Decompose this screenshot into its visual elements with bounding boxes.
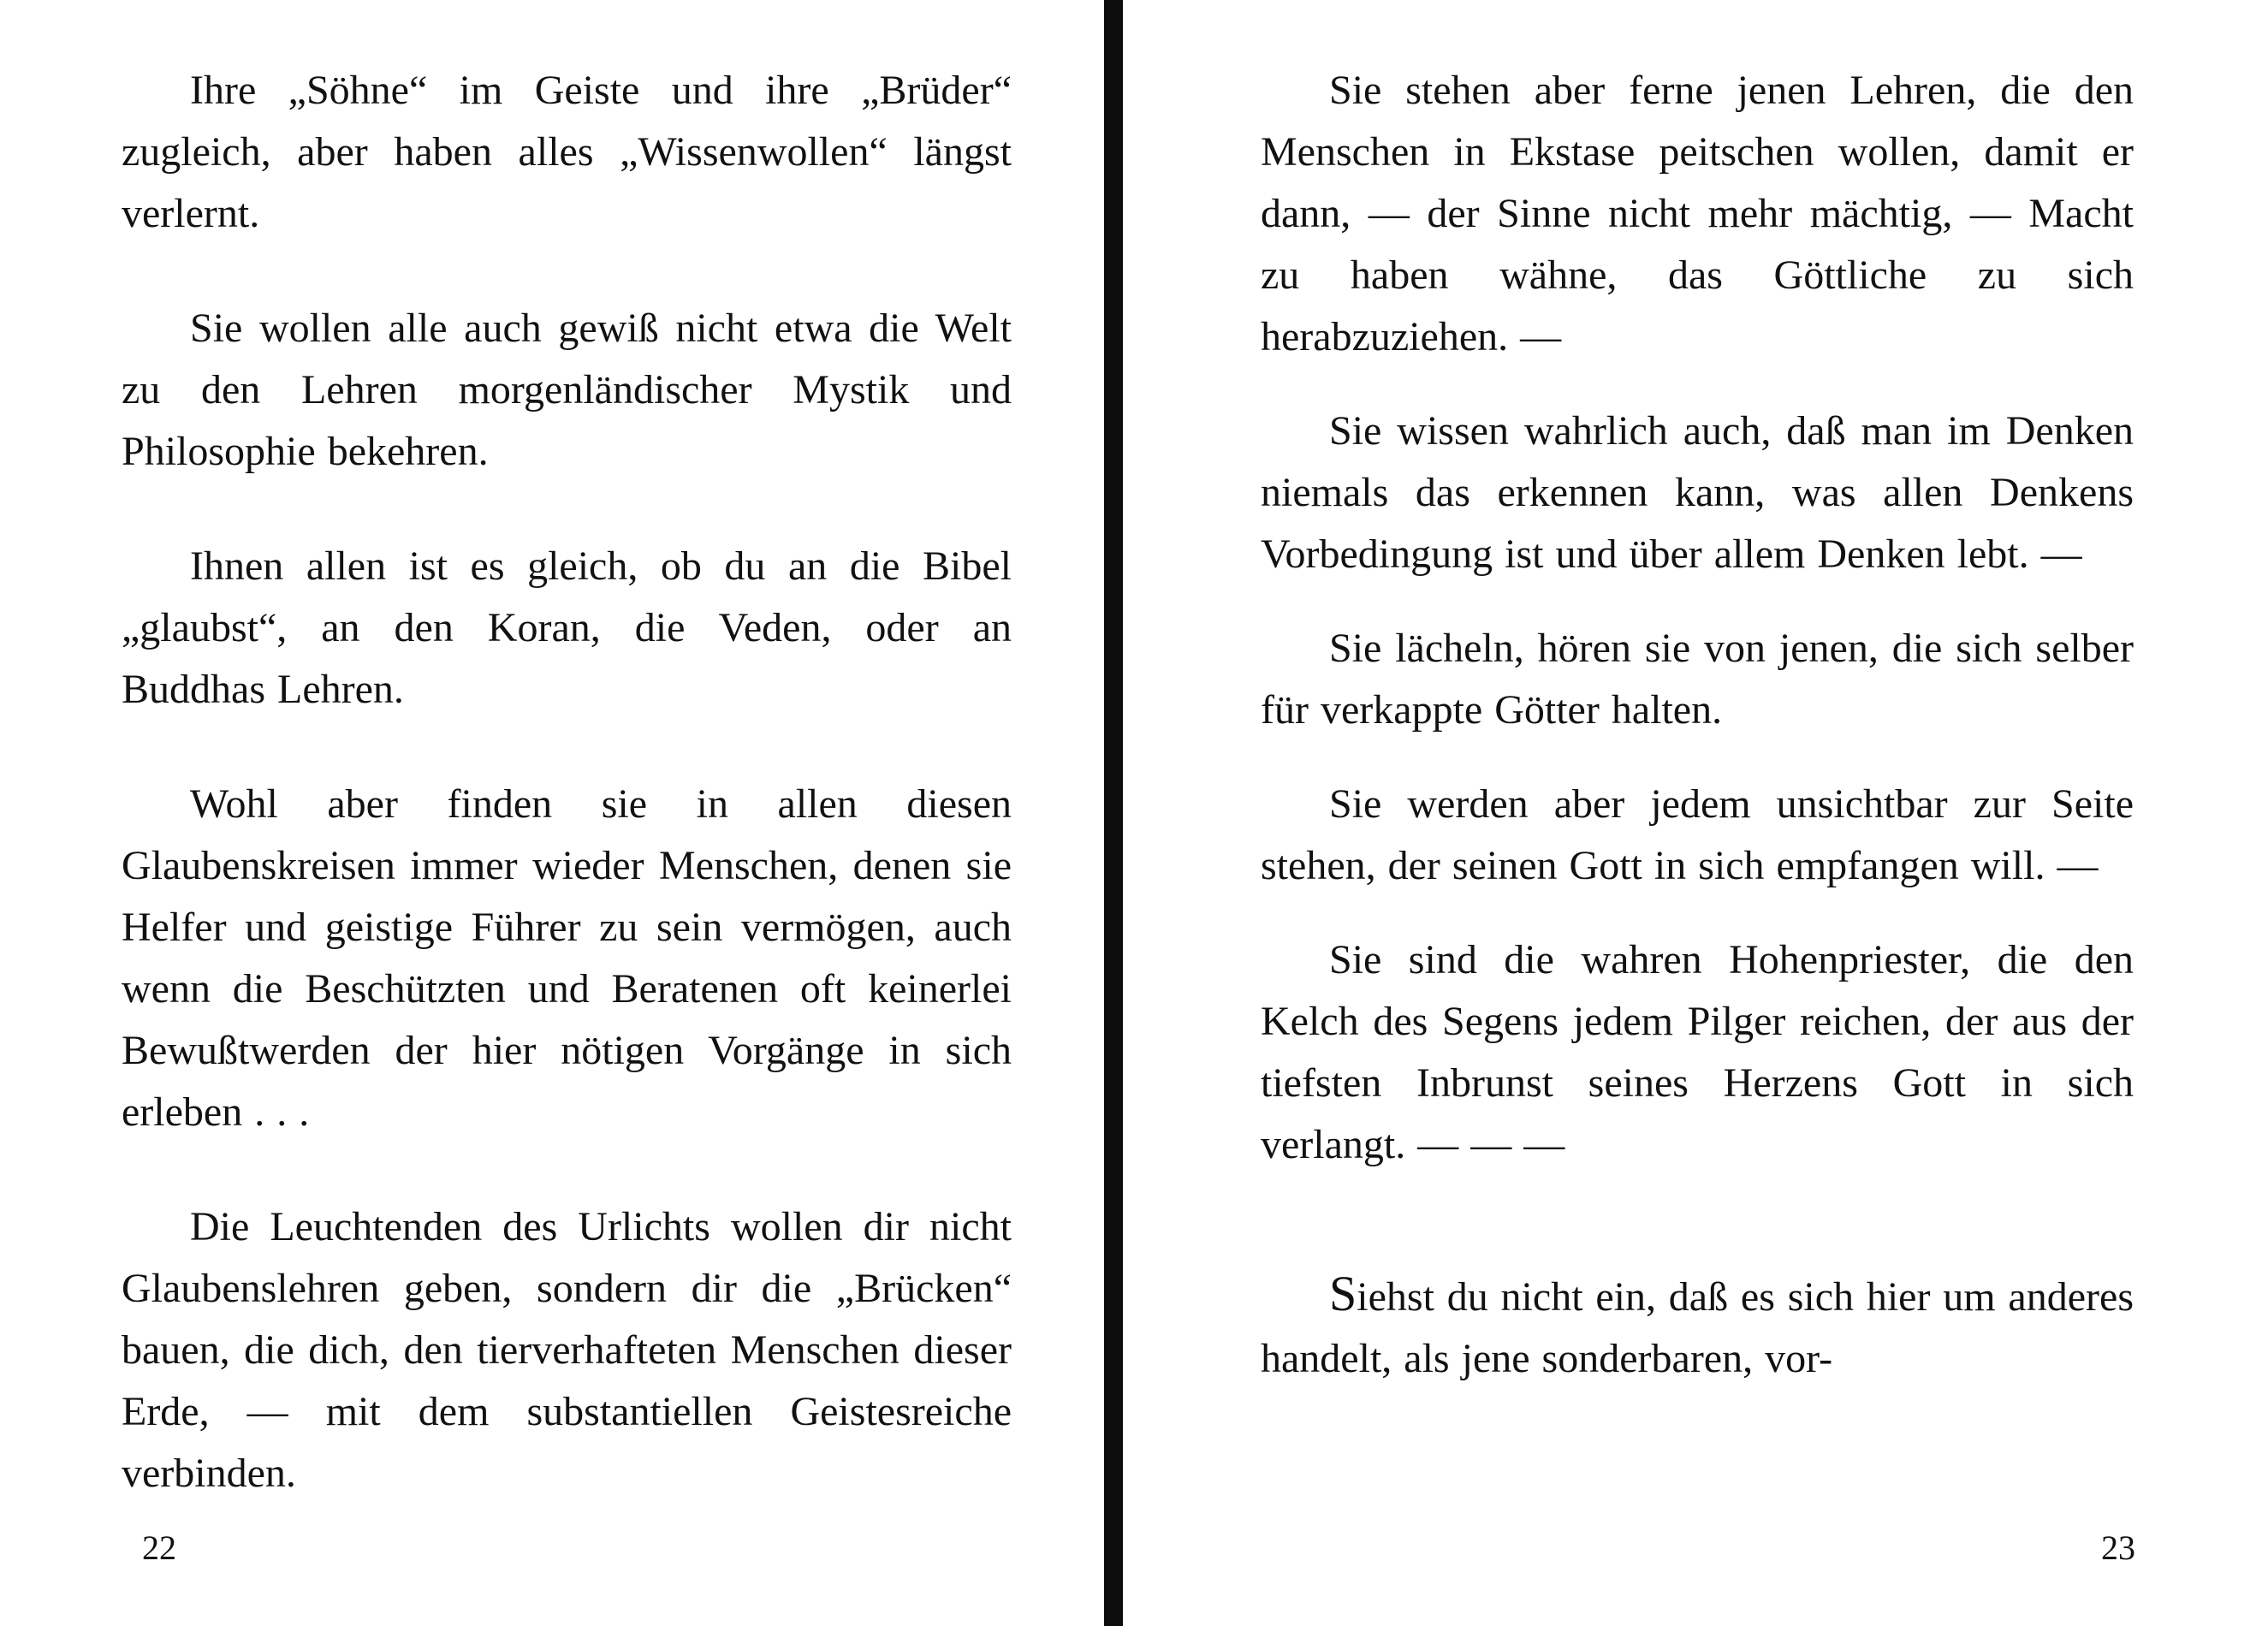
page-number-left: 22 — [142, 1528, 176, 1567]
book-gutter — [1104, 0, 1123, 1626]
paragraph-text: iehst du nicht ein, daß es sich hier um anderes handelt, als jene sonderbaren, vor- — [1261, 1274, 2134, 1381]
left-page-text — [122, 60, 1012, 1504]
page-number-right: 23 — [2101, 1528, 2135, 1567]
right-page — [1128, 0, 2268, 1626]
paragraph: Sie lächeln, hören sie von jenen, die sich selber für verkappte Götter halten. — [1261, 626, 2134, 733]
paragraph: Sie wissen wahrlich auch, daß man im Denken niemals das erkennen kann, was allen Denkens Vorbedingung ist und über allem Denken lebt. — — [1261, 408, 2134, 577]
right-page-text — [1261, 60, 2134, 1390]
paragraph: Sie werden aber jedem unsichtbar zur Seite stehen, der seinen Gott in sich empfangen will. — — [1261, 781, 2134, 888]
left-page — [0, 0, 1104, 1626]
paragraph: Sie stehen aber ferne jenen Lehren, die den Menschen in Ekstase peitschen wollen, damit er dann, — der Sinne nicht mehr mächtig, — Macht zu haben wähne, das Göttliche zu sich herabzuziehen. — — [1261, 68, 2134, 359]
paragraph: Ihnen allen ist es gleich, ob du an die Bibel „glaubst“, an den Koran, die Veden, oder an Buddhas Lehren. — [122, 543, 1012, 712]
paragraph: Ihre „Söhne“ im Geiste und ihre „Brüder“ zugleich, aber haben alles „Wissenwollen“ längst verlernt. — [122, 68, 1012, 236]
paragraph: Die Leuchtenden des Urlichts wollen dir nicht Glaubenslehren geben, sondern dir die „Brücken“ bauen, die dich, den tierverhafteten Menschen dieser Erde, — mit dem substantiellen Geistesreiche verbinden. — [122, 1204, 1012, 1496]
paragraph: Wohl aber finden sie in allen diesen Glaubenskreisen immer wieder Menschen, denen sie Helfer und geistige Führer zu sein vermögen, auch wenn die Beschützten und Beratenen oft keinerlei Bewußtwerden der hier nötigen Vorgänge in sich erleben . . . — [122, 781, 1012, 1135]
paragraph: Sie wollen alle auch gewiß nicht etwa die Welt zu den Lehren morgenländischer Mystik und Philosophie bekehren. — [122, 306, 1012, 474]
initial-letter: S — [1329, 1266, 1357, 1321]
paragraph: Sie sind die wahren Hohenpriester, die den Kelch des Segens jedem Pilger reichen, der aus der tiefsten Inbrunst seines Herzens Gott in sich verlangt. — — — — [1261, 937, 2134, 1167]
paragraph-with-initial — [1261, 1263, 2134, 1390]
